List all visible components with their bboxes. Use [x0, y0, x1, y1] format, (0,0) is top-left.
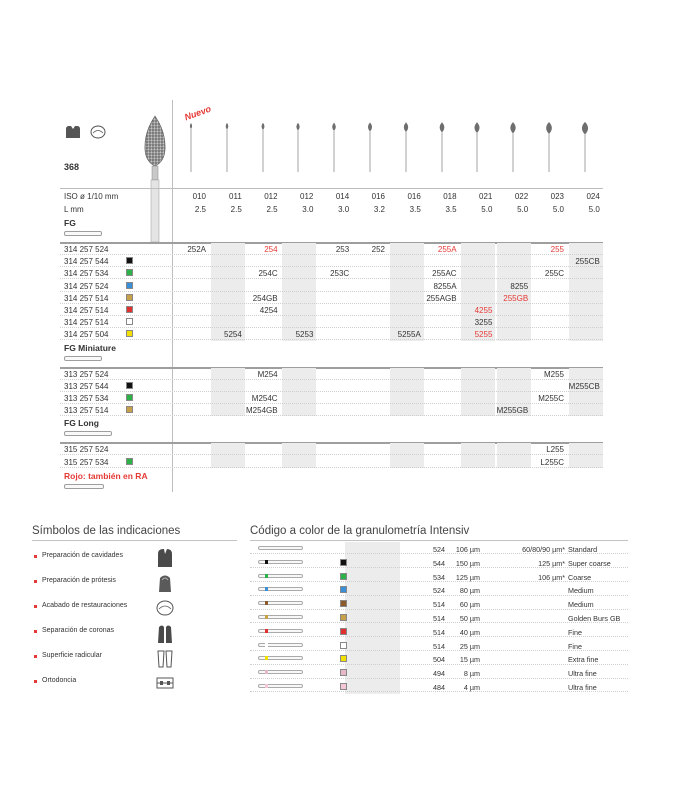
bullet — [34, 555, 37, 558]
length-label: L mm — [64, 205, 84, 214]
bur-8-image — [470, 118, 484, 178]
table-row — [60, 255, 603, 267]
grit-color-swatch — [126, 406, 133, 413]
iso-value: 014 — [335, 192, 350, 201]
root-surface-icon — [155, 647, 175, 669]
grit-name: Standard — [568, 545, 598, 554]
product-code: 3255 — [474, 318, 493, 328]
product-code: M254C — [251, 394, 278, 403]
iso-value: 010 — [192, 192, 206, 201]
grit-size: 15 µm — [459, 655, 480, 665]
product-code: 253 — [335, 245, 350, 254]
length-value: 2.5 — [230, 205, 242, 214]
crown-prep-icon — [155, 572, 175, 594]
order-code: 313 257 524 — [64, 369, 109, 379]
table-row — [60, 328, 603, 340]
product-code: 254GB — [252, 293, 278, 303]
bur-shank-icon — [258, 601, 303, 605]
bullet — [34, 630, 37, 633]
length-value: 5.0 — [588, 205, 600, 214]
bullet — [34, 605, 37, 608]
grit-color-swatch — [126, 282, 133, 289]
shank-diagram — [64, 431, 112, 436]
bullet — [34, 580, 37, 583]
length-value: 5.0 — [517, 205, 529, 214]
indication-icons — [64, 124, 110, 142]
grit-extra: 106 µm* — [538, 572, 565, 582]
grit-number: 494 — [433, 669, 445, 679]
grit-band — [265, 656, 268, 660]
grit-number: 484 — [433, 683, 445, 692]
length-value: 3.0 — [302, 205, 314, 214]
iso-value: 022 — [514, 192, 529, 201]
grit-color-swatch — [340, 586, 347, 593]
grit-band — [265, 643, 268, 647]
iso-value: 012 — [264, 192, 278, 201]
table-row — [60, 368, 603, 380]
color-code-section — [250, 525, 628, 692]
grit-color-swatch — [126, 257, 133, 264]
product-code: 255AGB — [426, 293, 457, 303]
bur-shank-icon — [258, 670, 303, 674]
grit-color-swatch — [340, 628, 347, 635]
shank-diagram — [64, 356, 102, 361]
grit-number: 514 — [433, 627, 445, 637]
iso-value: 011 — [229, 192, 242, 201]
product-code: M254GB — [246, 406, 278, 416]
grit-color-swatch — [340, 614, 347, 621]
grit-color-swatch — [126, 318, 133, 325]
product-code: 254 — [264, 245, 278, 254]
grit-color-swatch — [340, 683, 347, 690]
grit-number: 524 — [433, 545, 445, 554]
spec-top-line — [60, 188, 603, 189]
order-code: 314 257 514 — [64, 306, 109, 315]
product-code: L255 — [546, 445, 564, 455]
grit-number: 524 — [433, 586, 445, 596]
iso-row — [60, 191, 603, 203]
product-code: M254 — [257, 369, 278, 379]
bur-shank-icon — [258, 574, 303, 578]
grit-color-swatch — [126, 394, 133, 401]
grit-band — [265, 574, 268, 578]
grit-color-swatch — [340, 642, 347, 649]
indication-item — [32, 572, 237, 596]
section-title: FG — [64, 218, 76, 228]
table-row — [60, 267, 603, 279]
grit-size: 25 µm — [459, 641, 480, 651]
bur-1-image — [220, 118, 234, 178]
product-code: 255 — [550, 245, 564, 254]
bur-shank-icon — [258, 643, 303, 647]
bur-shank-icon — [258, 656, 303, 660]
indication-label: Superficie radicular — [42, 652, 102, 659]
grit-name: Fine — [568, 641, 582, 651]
grit-color-swatch — [126, 269, 133, 276]
table-row — [60, 292, 603, 304]
length-value: 5.0 — [481, 205, 493, 214]
grit-band — [265, 601, 268, 605]
large-bur-image — [140, 114, 170, 244]
grit-size: 80 µm — [459, 586, 480, 596]
product-code: 5254 — [224, 330, 242, 340]
finishing-icon — [89, 124, 107, 140]
grit-number: 534 — [433, 572, 445, 582]
bur-shank-icon — [258, 546, 303, 550]
grit-band — [265, 670, 268, 674]
order-code: 313 257 544 — [64, 381, 109, 391]
grit-number: 504 — [433, 655, 445, 665]
length-value: 3.2 — [373, 205, 385, 214]
product-code: 255AC — [432, 269, 457, 279]
table-row — [60, 456, 603, 468]
table-row — [60, 280, 603, 292]
grit-name: Super coarse — [568, 558, 611, 568]
color-code-title: Código a color de la granulometría Intensiv — [250, 525, 628, 541]
grit-name: Medium — [568, 586, 594, 596]
product-code: 254C — [258, 269, 278, 279]
bur-10-image — [542, 118, 556, 178]
indication-label: Separación de coronas — [42, 627, 114, 634]
bur-shank-icon — [258, 629, 303, 633]
bur-shank-icon — [258, 560, 303, 564]
table-row — [60, 316, 603, 328]
product-code: 5253 — [295, 330, 314, 340]
bur-11-image — [578, 118, 592, 178]
grit-number: 514 — [433, 600, 445, 610]
bur-shank-icon — [258, 684, 303, 688]
grit-size: 125 µm — [455, 572, 480, 582]
bur-2-image — [256, 118, 270, 178]
indication-item — [32, 622, 237, 646]
indication-item — [32, 597, 237, 621]
grit-color-swatch — [126, 458, 133, 465]
grit-band — [265, 615, 268, 619]
iso-value: 016 — [407, 192, 421, 201]
shank-diagram — [64, 231, 102, 236]
indication-label: Acabado de restauraciones — [42, 602, 128, 609]
length-value: 2.5 — [266, 205, 278, 214]
order-code: 314 257 544 — [64, 257, 109, 267]
grit-size: 50 µm — [459, 614, 480, 623]
order-code: 314 257 514 — [64, 318, 109, 328]
indication-label: Preparación de cavidades — [42, 552, 123, 559]
product-code: 255C — [544, 269, 564, 279]
grit-band — [265, 684, 268, 688]
grit-row — [250, 681, 628, 692]
order-code: 314 257 514 — [64, 293, 109, 303]
iso-value: 016 — [371, 192, 385, 201]
iso-label: ISO ø 1/10 mm — [64, 192, 119, 201]
order-code: 314 257 524 — [64, 245, 109, 254]
grit-name: Ultra fine — [568, 683, 597, 692]
grit-extra: 60/80/90 µm* — [522, 545, 565, 554]
product-code: 4254 — [259, 306, 278, 315]
grit-name: Coarse — [568, 572, 592, 582]
grit-color-swatch — [340, 655, 347, 662]
section-title: FG Miniature — [64, 342, 116, 353]
product-code: 255GB — [503, 293, 529, 303]
grit-name: Extra fine — [568, 655, 599, 665]
bur-4-image — [327, 118, 341, 178]
grit-color-swatch — [340, 669, 347, 676]
bur-6-image — [399, 118, 413, 178]
iso-value: 021 — [479, 192, 493, 201]
table-row — [60, 404, 603, 416]
grit-size: 60 µm — [459, 600, 480, 610]
bur-shank-icon — [258, 587, 303, 591]
grit-row — [250, 584, 628, 595]
bur-shank-icon — [258, 615, 303, 619]
grit-size: 106 µm — [455, 545, 480, 554]
nuevo-badge: Nuevo — [183, 103, 213, 123]
bur-9-image — [506, 118, 520, 178]
bullet — [34, 655, 37, 658]
grit-name: Golden Burs GB — [568, 614, 621, 623]
product-code: 8255A — [433, 281, 457, 291]
product-code: 5255 — [474, 330, 493, 340]
symbols-title: Símbolos de las indicaciones — [32, 525, 237, 541]
grit-size: 40 µm — [459, 627, 480, 637]
product-code: L255C — [540, 457, 564, 467]
bur-catalog — [60, 100, 603, 510]
grit-size: 4 µm — [463, 683, 480, 692]
bur-0-image — [184, 118, 198, 178]
indication-item — [32, 547, 237, 571]
ra-shank-diagram — [64, 484, 104, 489]
grit-size: 150 µm — [455, 558, 480, 568]
product-code: 5255A — [397, 330, 421, 340]
length-value: 2.5 — [194, 205, 206, 214]
product-code: 253C — [330, 269, 350, 279]
product-code: M255 — [543, 369, 564, 379]
table-row — [60, 304, 603, 316]
grit-color-swatch — [340, 559, 347, 566]
catalog-header — [60, 100, 603, 188]
grit-row — [250, 598, 628, 609]
length-value: 3.0 — [338, 205, 350, 214]
grit-row — [250, 557, 628, 568]
table-row — [60, 380, 603, 392]
bur-7-image — [435, 118, 449, 178]
table-row — [60, 392, 603, 404]
grit-row — [250, 571, 628, 582]
orthodontics-icon — [155, 672, 175, 694]
crown-separation-icon — [155, 622, 175, 644]
grit-row — [250, 612, 628, 623]
indication-label: Ortodoncia — [42, 677, 77, 684]
length-value: 3.5 — [409, 205, 421, 214]
grit-row — [250, 543, 628, 554]
grit-row — [250, 626, 628, 637]
finishing-icon — [155, 597, 175, 619]
grit-size: 8 µm — [463, 669, 480, 679]
grit-number: 514 — [433, 641, 445, 651]
indication-label: Preparación de prótesis — [42, 577, 116, 584]
product-code: 8255 — [510, 281, 529, 291]
product-code: 252A — [187, 245, 206, 254]
cavity-icon — [155, 547, 175, 569]
grit-row — [250, 640, 628, 651]
product-code: M255C — [538, 394, 564, 403]
indication-item — [32, 647, 237, 671]
grit-extra: 125 µm* — [538, 558, 565, 568]
product-code: 255A — [437, 245, 457, 254]
length-row — [60, 204, 603, 216]
indication-item — [32, 672, 237, 696]
grit-row — [250, 653, 628, 664]
length-value: 5.0 — [552, 205, 564, 214]
grit-color-swatch — [126, 306, 133, 313]
grit-color-swatch — [126, 382, 133, 389]
grit-name: Fine — [568, 627, 582, 637]
cavity-icon — [64, 124, 82, 140]
order-code: 315 257 524 — [64, 445, 109, 455]
grit-band — [265, 587, 268, 591]
grit-band — [265, 560, 268, 564]
bur-3-image — [291, 118, 305, 178]
order-code: 314 257 524 — [64, 281, 109, 291]
order-code: 315 257 534 — [64, 457, 109, 467]
product-code: 252 — [371, 245, 385, 254]
grit-number: 544 — [433, 558, 445, 568]
order-code: 314 257 504 — [64, 330, 109, 340]
grit-name: Ultra fine — [568, 669, 597, 679]
order-code: 313 257 534 — [64, 394, 109, 403]
length-value: 3.5 — [445, 205, 457, 214]
bur-5-image — [363, 118, 377, 178]
grit-band — [265, 629, 268, 633]
rojo-note: Rojo: también en RA — [64, 470, 148, 481]
product-code: M255GB — [496, 406, 529, 416]
grit-color-swatch — [340, 600, 347, 607]
grit-row — [250, 667, 628, 678]
grit-color-swatch — [340, 573, 347, 580]
product-code: 255CB — [575, 257, 600, 267]
table-row — [60, 243, 603, 255]
figure-number: 368 — [64, 162, 80, 172]
grit-color-swatch — [126, 294, 133, 301]
product-code: 4255 — [474, 306, 493, 315]
product-code: M255CB — [568, 381, 600, 391]
section-title: FG Long — [64, 418, 99, 429]
bullet — [34, 680, 37, 683]
table-row — [60, 443, 603, 455]
iso-value: 023 — [550, 192, 564, 201]
iso-value: 024 — [586, 192, 600, 201]
order-code: 313 257 514 — [64, 406, 109, 416]
order-code: 314 257 534 — [64, 269, 109, 279]
iso-value: 012 — [300, 192, 314, 201]
symbols-section — [32, 525, 237, 684]
grit-number: 514 — [433, 614, 445, 623]
iso-value: 018 — [443, 192, 457, 201]
grit-name: Medium — [568, 600, 594, 610]
grit-color-swatch — [126, 330, 133, 337]
